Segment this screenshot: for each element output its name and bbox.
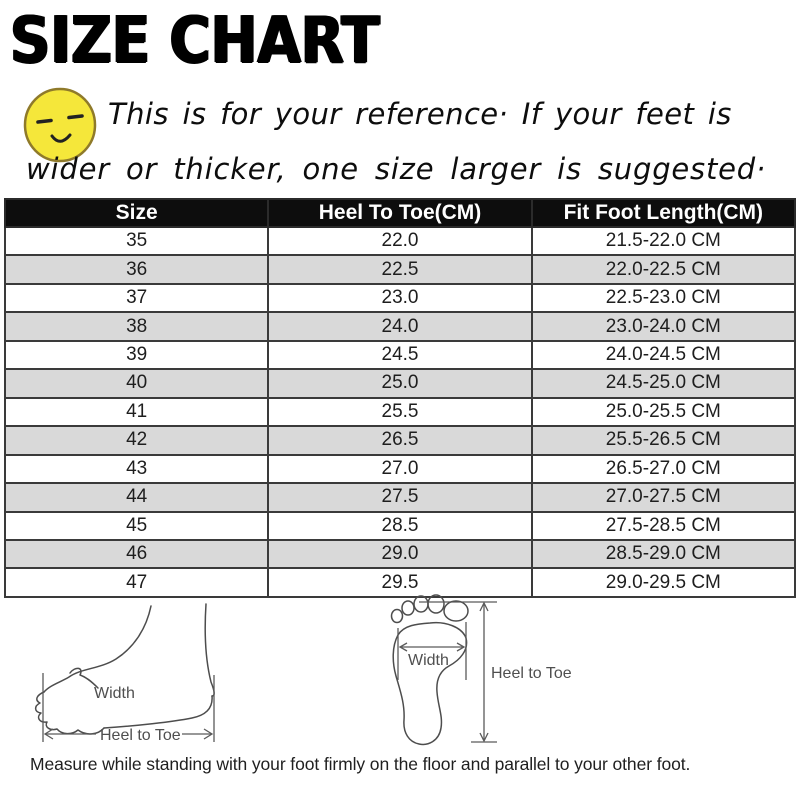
size-chart-table	[4, 198, 796, 598]
size-cell: 43	[5, 455, 268, 483]
heel-toe-cell: 26.5	[268, 426, 531, 454]
size-cell: 41	[5, 398, 268, 426]
table-row	[5, 483, 795, 511]
table-row	[5, 369, 795, 397]
size-cell: 39	[5, 341, 268, 369]
fit-length-cell: 26.5-27.0 CM	[532, 455, 795, 483]
side-view-width-label: Width	[94, 685, 135, 702]
table-body	[5, 227, 795, 597]
fit-length-cell: 28.5-29.0 CM	[532, 540, 795, 568]
heel-toe-cell: 24.0	[268, 312, 531, 340]
size-cell: 37	[5, 284, 268, 312]
note-text-line1: This is for your reference· If your feet is	[108, 97, 732, 131]
top-view-footprint-diagram	[385, 592, 600, 758]
col-header-fit-foot-length: Fit Foot Length(CM)	[532, 199, 795, 227]
table-header	[5, 199, 795, 227]
measurement-instruction: Measure while standing with your foot firmly on the floor and parallel to your other foot.	[30, 754, 691, 774]
table-row	[5, 512, 795, 540]
table-row	[5, 455, 795, 483]
size-cell: 38	[5, 312, 268, 340]
heel-toe-cell: 23.0	[268, 284, 531, 312]
heel-toe-cell: 22.0	[268, 227, 531, 255]
fit-length-cell: 24.5-25.0 CM	[532, 369, 795, 397]
fit-length-cell: 25.5-26.5 CM	[532, 426, 795, 454]
heel-toe-cell: 27.5	[268, 483, 531, 511]
table-row	[5, 426, 795, 454]
fit-length-cell: 23.0-24.0 CM	[532, 312, 795, 340]
table-row	[5, 341, 795, 369]
col-header-heel-to-toe: Heel To Toe(CM)	[268, 199, 531, 227]
table-row	[5, 227, 795, 255]
table-row	[5, 284, 795, 312]
heel-toe-cell: 24.5	[268, 341, 531, 369]
table-row	[5, 312, 795, 340]
size-cell: 42	[5, 426, 268, 454]
top-view-width-label: Width	[408, 652, 449, 669]
table-row	[5, 398, 795, 426]
heel-toe-cell: 27.0	[268, 455, 531, 483]
fit-length-cell: 22.0-22.5 CM	[532, 255, 795, 283]
note-text-line2: wider or thicker, one size larger is suggested·	[26, 152, 766, 186]
heel-toe-cell: 25.5	[268, 398, 531, 426]
size-cell: 36	[5, 255, 268, 283]
side-view-length-label: Heel to Toe	[100, 727, 181, 744]
fit-length-cell: 25.0-25.5 CM	[532, 398, 795, 426]
fit-length-cell: 29.0-29.5 CM	[532, 568, 795, 597]
size-cell: 44	[5, 483, 268, 511]
top-view-length-label: Heel to Toe	[491, 665, 572, 682]
page-title: SIZE CHART	[10, 4, 380, 79]
heel-toe-cell: 29.0	[268, 540, 531, 568]
table-row	[5, 255, 795, 283]
size-cell: 46	[5, 540, 268, 568]
size-cell: 40	[5, 369, 268, 397]
heel-toe-cell: 25.0	[268, 369, 531, 397]
header-row	[5, 199, 795, 227]
size-cell: 45	[5, 512, 268, 540]
size-cell: 47	[5, 568, 268, 597]
col-header-size: Size	[5, 199, 268, 227]
side-view-foot-diagram	[20, 600, 250, 750]
heel-toe-cell: 22.5	[268, 255, 531, 283]
fit-length-cell: 27.5-28.5 CM	[532, 512, 795, 540]
fit-length-cell: 24.0-24.5 CM	[532, 341, 795, 369]
table-row	[5, 540, 795, 568]
fit-length-cell: 22.5-23.0 CM	[532, 284, 795, 312]
fit-length-cell: 21.5-22.0 CM	[532, 227, 795, 255]
heel-toe-cell: 28.5	[268, 512, 531, 540]
fit-length-cell: 27.0-27.5 CM	[532, 483, 795, 511]
size-cell: 35	[5, 227, 268, 255]
heel-toe-cell: 29.5	[268, 568, 531, 597]
